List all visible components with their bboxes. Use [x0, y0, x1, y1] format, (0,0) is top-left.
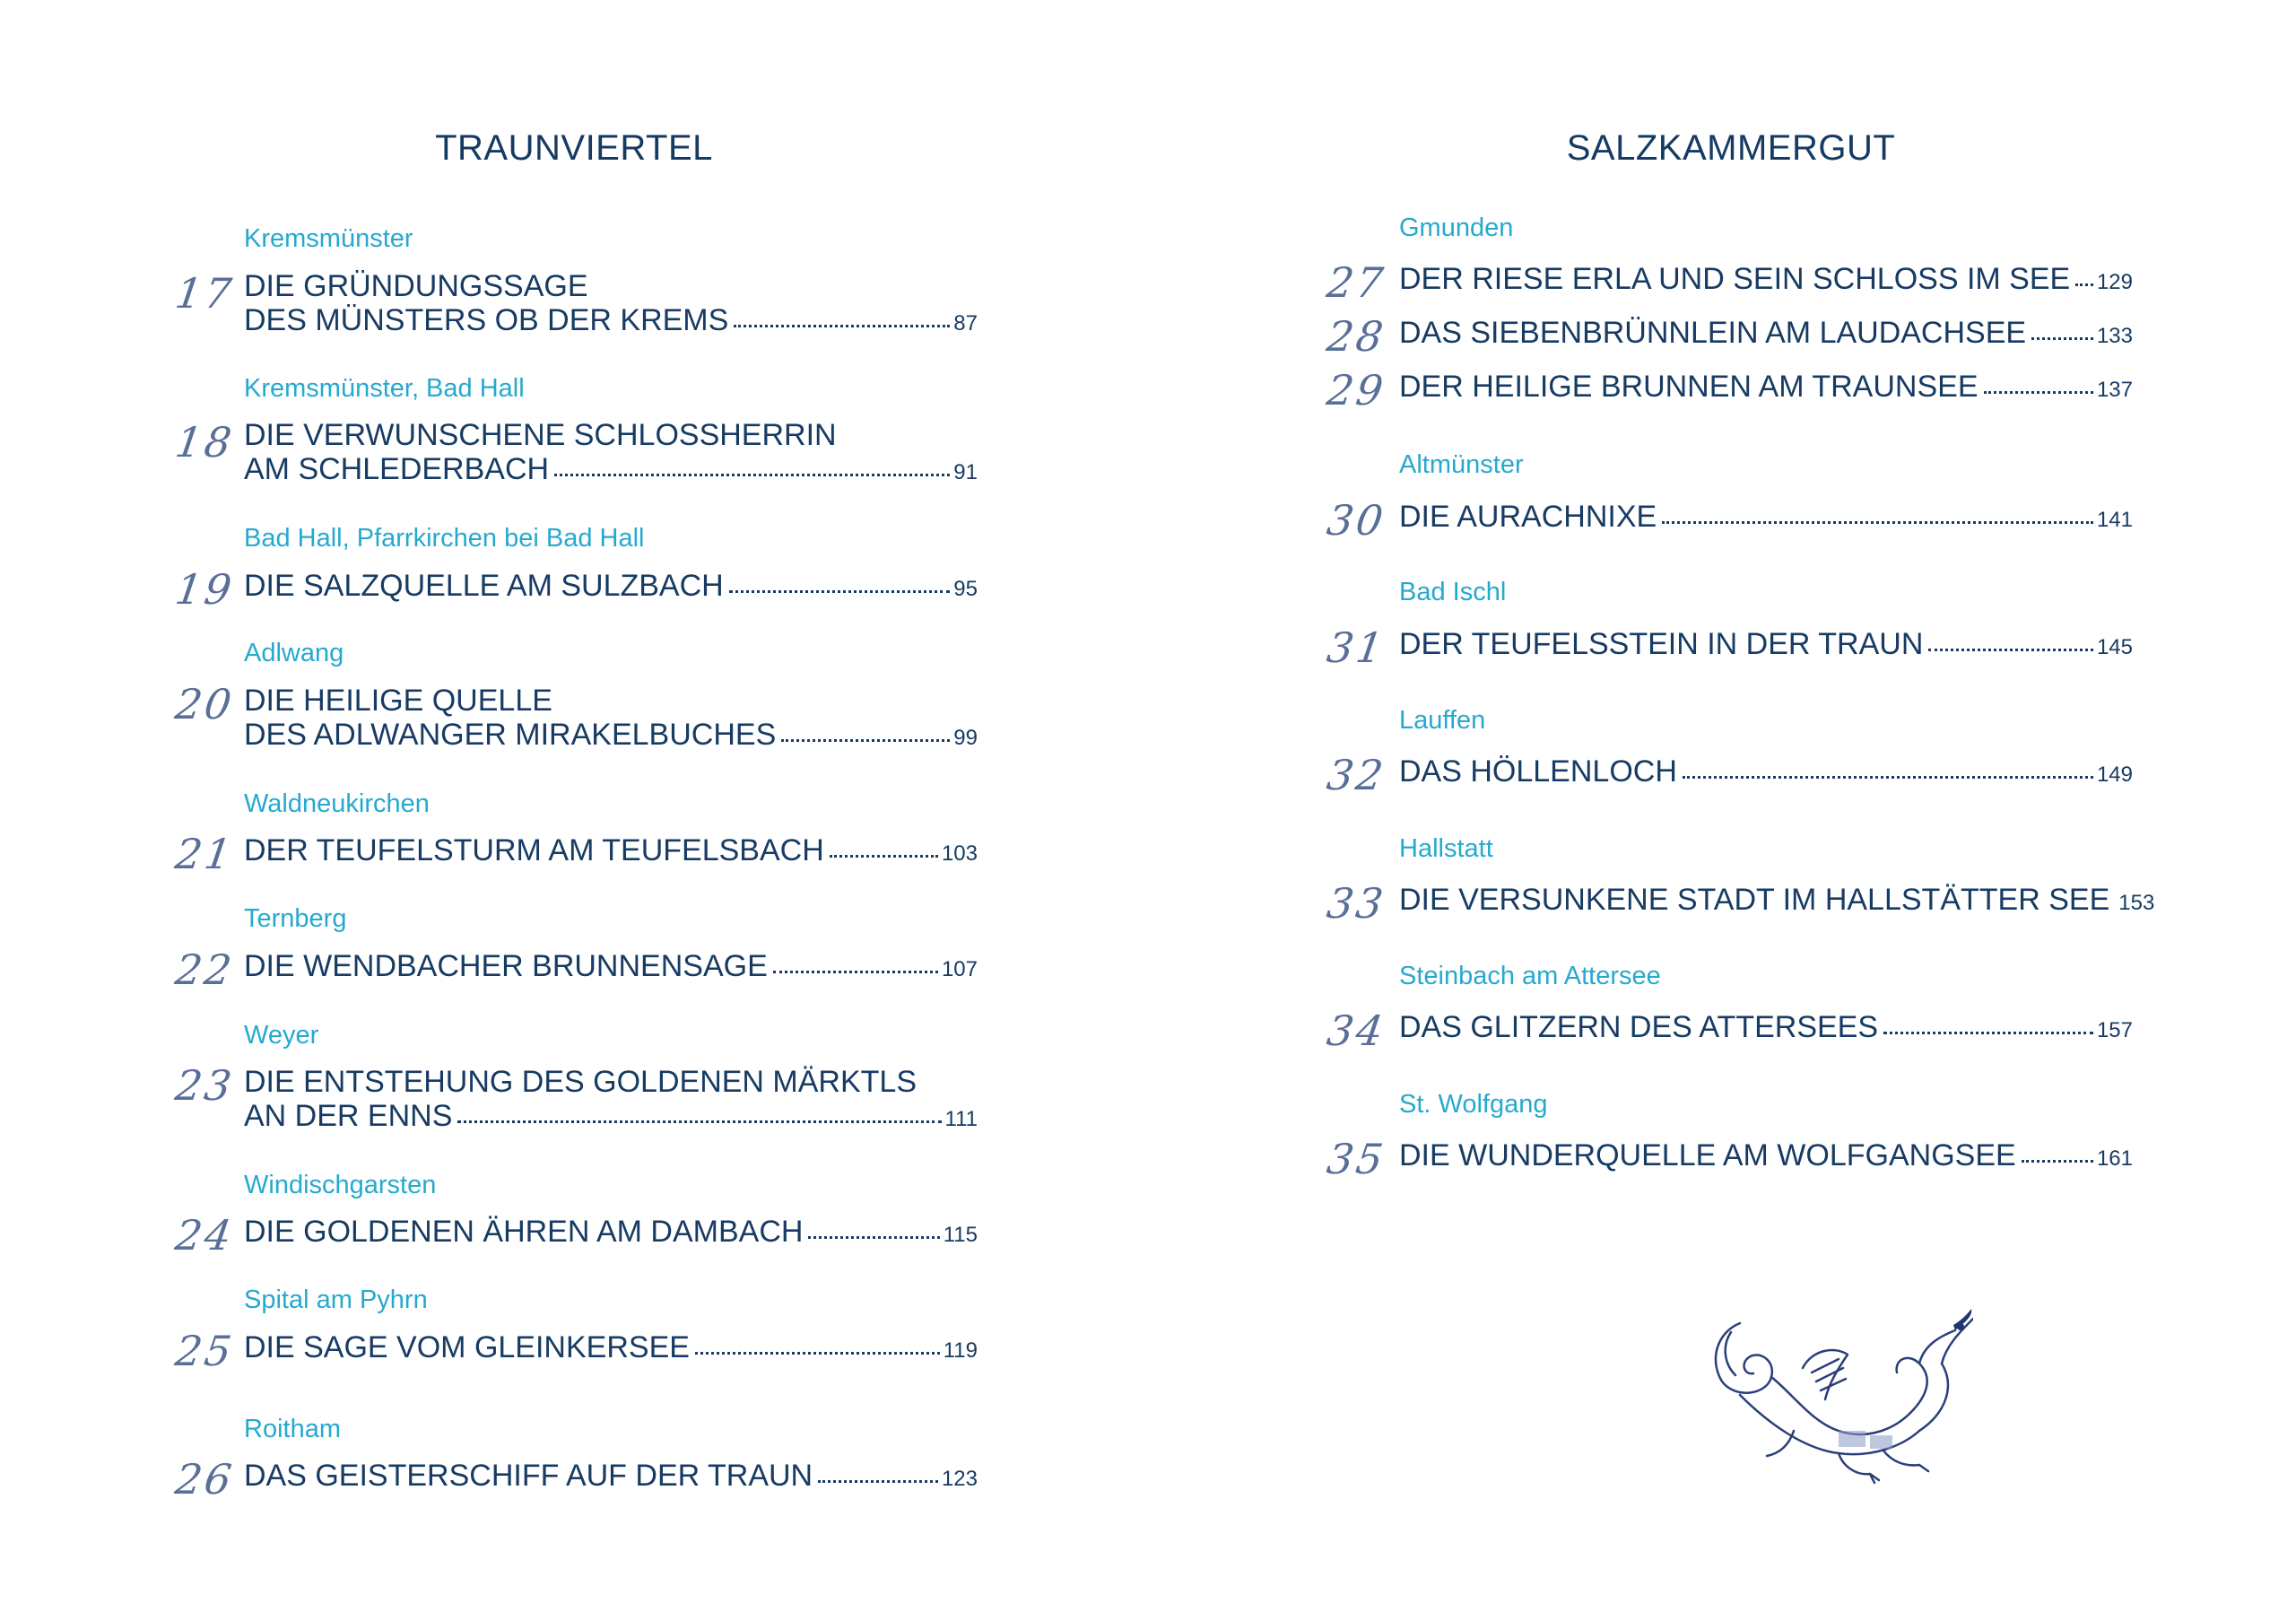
page-number: 99	[953, 726, 978, 750]
chapter-number: 23	[172, 1061, 238, 1110]
toc-entry[interactable]	[1399, 1010, 2133, 1048]
place-label: St. Wolfgang	[1399, 1090, 1548, 1119]
place-label: Adlwang	[244, 639, 344, 667]
dot-leader	[729, 590, 951, 593]
place-label: Waldneukirchen	[244, 789, 430, 818]
entry-title-line: DIE GRÜNDUNGSSAGE	[244, 269, 588, 303]
chapter-number: 33	[1324, 879, 1389, 928]
entry-title-line: DAS SIEBENBRÜNNLEIN AM LAUDACHSEE	[1399, 316, 2027, 350]
place-label: Windischgarsten	[244, 1171, 437, 1199]
dot-leader	[1928, 649, 2093, 651]
dot-leader	[1683, 776, 2093, 779]
chapter-number: 28	[1324, 312, 1389, 361]
place-label: Altmünster	[1399, 450, 1524, 479]
toc-entry[interactable]	[1399, 627, 2133, 665]
toc-entry[interactable]	[244, 833, 978, 871]
dot-leader	[773, 971, 938, 973]
chapter-number: 17	[172, 269, 238, 318]
toc-entry[interactable]	[1399, 262, 2133, 300]
place-label: Lauffen	[1399, 706, 1486, 735]
toc-entry[interactable]	[244, 684, 978, 755]
chapter-number: 19	[172, 565, 238, 614]
place-label: Bad Hall, Pfarrkirchen bei Bad Hall	[244, 524, 645, 553]
place-label: Ternberg	[244, 904, 347, 933]
dot-leader	[695, 1352, 940, 1355]
toc-entry[interactable]	[244, 949, 978, 987]
page-number: 95	[953, 577, 978, 601]
toc-entry[interactable]	[1399, 500, 2133, 537]
chapter-number: 30	[1324, 496, 1389, 545]
chapter-number: 24	[172, 1211, 238, 1259]
entry-title-line: DER RIESE ERLA UND SEIN SCHLOSS IM SEE	[1399, 262, 2071, 296]
dot-leader	[2031, 337, 2093, 340]
place-label: Roitham	[244, 1415, 341, 1443]
page-number: 141	[2096, 508, 2133, 532]
place-label: Steinbach am Attersee	[1399, 962, 1661, 990]
page-number: 149	[2096, 763, 2133, 787]
entry-title-line: DIE ENTSTEHUNG DES GOLDENEN MÄRKTLS	[244, 1065, 918, 1099]
dot-leader	[2022, 1160, 2093, 1163]
entry-title-line: DAS GLITZERN DES ATTERSEES	[1399, 1010, 1879, 1044]
toc-entry[interactable]	[244, 569, 978, 606]
page-number: 161	[2096, 1146, 2133, 1171]
page-number: 145	[2096, 635, 2133, 659]
toc-entry[interactable]	[1399, 370, 2133, 407]
entry-title-line: DES MÜNSTERS OB DER KREMS	[244, 303, 729, 337]
toc-entry[interactable]	[244, 1215, 978, 1252]
dot-leader	[2075, 283, 2093, 286]
section-title-traunviertel: TRAUNVIERTEL	[435, 128, 713, 168]
chapter-number: 27	[1324, 258, 1389, 307]
toc-entry[interactable]	[244, 1330, 978, 1368]
entry-title-line: DAS GEISTERSCHIFF AUF DER TRAUN	[244, 1459, 813, 1493]
toc-entry[interactable]	[244, 269, 978, 341]
place-label: Kremsmünster, Bad Hall	[244, 374, 525, 403]
entry-title-line: AN DER ENNS	[244, 1099, 453, 1133]
place-label: Hallstatt	[1399, 834, 1493, 863]
entry-title-line: DIE SALZQUELLE AM SULZBACH	[244, 569, 724, 603]
toc-entry[interactable]	[244, 1459, 978, 1496]
place-label: Kremsmünster	[244, 224, 413, 253]
dot-leader	[554, 474, 950, 476]
dot-leader	[818, 1480, 938, 1483]
page-number: 91	[953, 460, 978, 484]
dot-leader	[1984, 391, 2093, 394]
chapter-number: 21	[172, 830, 238, 878]
page-number: 153	[2118, 891, 2155, 915]
entry-title-line: DIE AURACHNIXE	[1399, 500, 1657, 534]
toc-entry[interactable]	[1399, 316, 2133, 353]
chapter-number: 31	[1324, 623, 1389, 672]
chapter-number: 25	[172, 1327, 238, 1375]
section-title-salzkammergut: SALZKAMMERGUT	[1566, 128, 1896, 168]
page-number: 119	[943, 1338, 978, 1363]
page-number: 103	[941, 841, 978, 866]
page-number: 123	[941, 1467, 978, 1491]
page-number: 133	[2096, 324, 2133, 348]
entry-title-line: DIE VERWUNSCHENE SCHLOSSHERRIN	[244, 418, 837, 452]
toc-entry[interactable]	[244, 418, 978, 490]
page-number: 129	[2096, 270, 2133, 294]
entry-title-line: DIE WENDBACHER BRUNNENSAGE	[244, 949, 768, 983]
entry-title-line: DIE WUNDERQUELLE AM WOLFGANGSEE	[1399, 1138, 2016, 1172]
toc-entry[interactable]	[1399, 754, 2133, 792]
chapter-number: 18	[172, 418, 238, 466]
dot-leader	[1662, 521, 2093, 524]
entry-title-line: AM SCHLEDERBACH	[244, 452, 550, 486]
chapter-number: 32	[1324, 751, 1389, 799]
dot-leader	[781, 739, 950, 742]
entry-title-line: DER TEUFELSTURM AM TEUFELSBACH	[244, 833, 824, 867]
toc-entry[interactable]	[1399, 883, 2155, 920]
dot-leader	[830, 855, 938, 858]
page-number: 111	[944, 1107, 978, 1131]
dot-leader	[808, 1236, 939, 1239]
place-label: Gmunden	[1399, 214, 1514, 242]
entry-title-line: DER TEUFELSSTEIN IN DER TRAUN	[1399, 627, 1924, 661]
place-label: Weyer	[244, 1021, 319, 1050]
dragon-icon	[1704, 1296, 1973, 1494]
chapter-number: 29	[1324, 366, 1389, 414]
entry-title-line: DIE SAGE VOM GLEINKERSEE	[244, 1330, 690, 1364]
dot-leader	[734, 325, 950, 327]
page-number: 157	[2096, 1018, 2133, 1042]
entry-title-line: DER HEILIGE BRUNNEN AM TRAUNSEE	[1399, 370, 1979, 404]
place-label: Bad Ischl	[1399, 578, 1507, 606]
entry-title-line: DIE VERSUNKENE STADT IM HALLSTÄTTER SEE	[1399, 883, 2110, 917]
chapter-number: 34	[1324, 1007, 1389, 1055]
page-number: 137	[2096, 378, 2133, 402]
dot-leader	[457, 1120, 941, 1123]
chapter-number: 26	[172, 1455, 238, 1503]
page-number: 107	[941, 957, 978, 981]
toc-entry[interactable]	[244, 1065, 978, 1137]
place-label: Spital am Pyhrn	[244, 1285, 428, 1314]
page-number: 87	[953, 311, 978, 336]
entry-title-line: DES ADLWANGER MIRAKELBUCHES	[244, 718, 777, 752]
entry-title-line: DIE GOLDENEN ÄHREN AM DAMBACH	[244, 1215, 804, 1249]
chapter-number: 35	[1324, 1135, 1389, 1183]
toc-entry[interactable]	[1399, 1138, 2133, 1176]
chapter-number: 22	[172, 946, 238, 994]
page-number: 115	[943, 1223, 978, 1247]
chapter-number: 20	[172, 680, 238, 728]
dot-leader	[1883, 1032, 2093, 1034]
entry-title-line: DAS HÖLLENLOCH	[1399, 754, 1677, 789]
entry-title-line: DIE HEILIGE QUELLE	[244, 684, 552, 718]
